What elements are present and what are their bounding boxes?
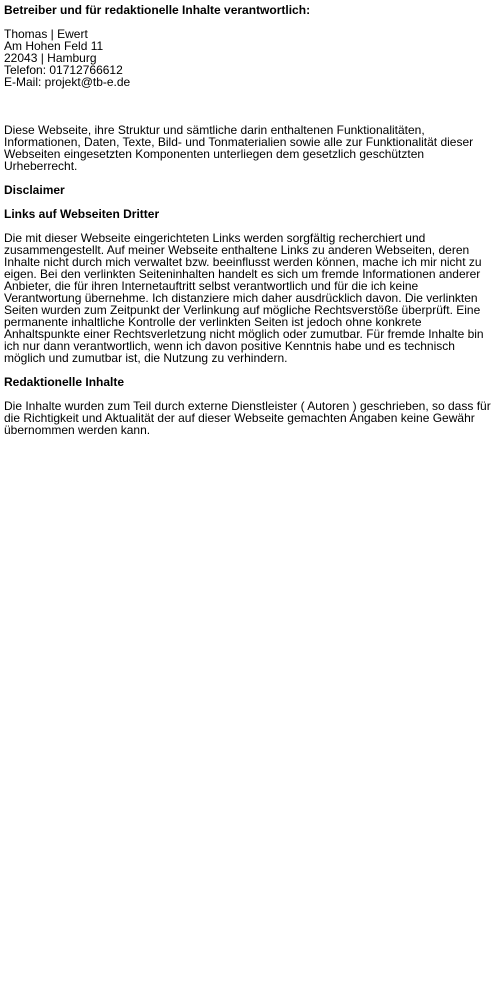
email-link[interactable]: projekt@tb-e.de [44, 75, 131, 89]
third-party-links-heading: Links auf Webseiten Dritter [4, 207, 160, 221]
contact-email-line [4, 76, 496, 88]
email-label: E-Mail: [4, 75, 45, 89]
contact-street: Am Hohen Feld 11 [4, 39, 104, 53]
operator-heading: Betreiber und für redaktionelle Inhalte verantwortlich: [4, 3, 311, 17]
copyright-paragraph: Diese Webseite, ihre Struktur und sämtliche darin enthaltenen Funktionalitäten, Informationen, Daten, Texte, Bild- und Tonmaterialien sowie alle zur Funktionalität dieser Webseiten eingesetzten Komponenten unterliegen dem gesetzlich geschützten Urheberrecht. [4, 123, 474, 173]
disclaimer-heading: Disclaimer [4, 183, 65, 197]
contact-phone: Telefon: 01712766612 [4, 63, 123, 77]
contact-city: 22043 | Hamburg [4, 51, 97, 65]
contact-name: Thomas | Ewert [4, 27, 88, 41]
contact-block [4, 28, 496, 88]
third-party-links-paragraph: Die mit dieser Webseite eingerichteten Links werden sorgfältig recherchiert und zusammengestellt. Auf meiner Webseite enthaltene Links zu anderen Webseiten, deren Inhalte nicht durch mich verwaltet bzw. beeinflusst werden können, mache ich mir nicht zu eigen. Bei den verlinkten Seiteninhalten handelt es sich um fremde Informationen anderer Anbieter, die für ihren Internetauftritt selbst verantwortlich und für die ich keine Verantwortung übernehme. Ich distanziere mich daher ausdrücklich davon. Die verlinkten Seiten wurden zum Zeitpunkt der Verlinkung auf mögliche Rechtsverstöße überprüft. Eine permanente inhaltliche Kontrolle der verlinkten Seiten ist jedoch ohne konkrete Anhaltspunkte einer Rechtsverletzung nicht möglich oder zumutbar. Für fremde Inhalte bin ich nur dann verantwortlich, wenn ich davon positive Kenntnis habe und es technisch möglich und zumutbar ist, die Nutzung zu verhindern. [4, 231, 484, 365]
editorial-content-paragraph: Die Inhalte wurden zum Teil durch externe Dienstleister ( Autoren ) geschrieben, so dass für die Richtigkeit und Aktualität der auf dieser Webseite gemachten Angaben keine Gewähr übernommen werden kann. [4, 399, 491, 437]
editorial-content-heading: Redaktionelle Inhalte [4, 375, 125, 389]
